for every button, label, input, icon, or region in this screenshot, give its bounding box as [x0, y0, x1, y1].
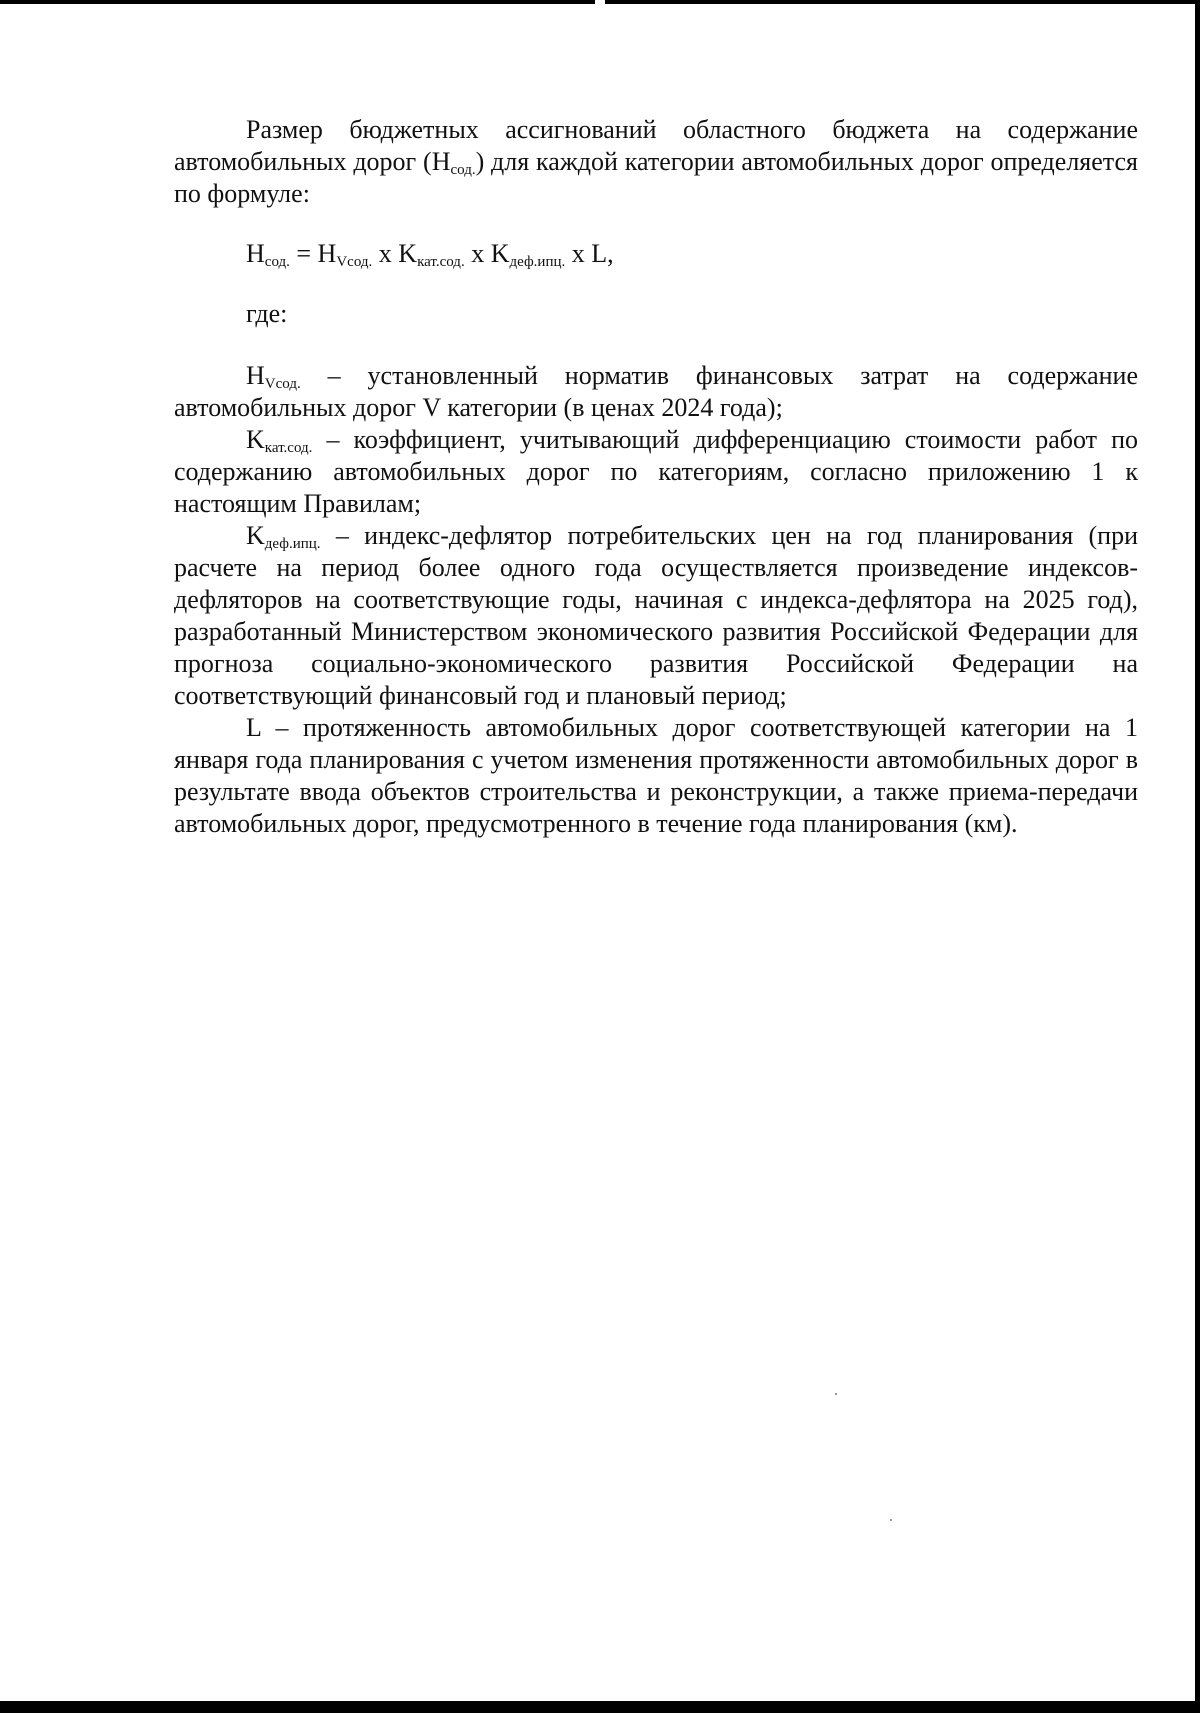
formula	[174, 238, 1138, 270]
where-label: где:	[246, 299, 288, 328]
document-body	[174, 114, 1138, 840]
definition-k-kat	[174, 424, 1138, 520]
formula-subscript: кат.сод.	[417, 254, 465, 270]
scan-border-top-left	[0, 0, 595, 4]
formula-symbol-h: Н	[246, 239, 265, 268]
scan-border-bottom	[0, 1701, 1200, 1713]
scan-speck	[835, 1393, 837, 1395]
formula-tail: x L,	[565, 239, 614, 268]
formula-subscript: Vсод.	[336, 254, 373, 270]
definition-hv	[174, 360, 1138, 424]
scan-border-right	[1195, 0, 1200, 1713]
intro-paragraph	[174, 114, 1138, 210]
intro-text-before: Размер бюджетных ассигнований областного бюджета на содержание автомобильных дорог (Н	[174, 115, 1138, 176]
scan-speck	[890, 1519, 892, 1521]
formula-multiply: x K	[372, 239, 418, 268]
formula-subscript: сод.	[264, 254, 290, 270]
formula-multiply: x K	[464, 239, 510, 268]
definition-symbol: Н	[246, 361, 265, 390]
definition-text: – коэффициент, учитывающий дифференциацию стоимости работ по содержанию автомобильных дорог по категориям, согласно приложению 1 к настоящим Правилам;	[174, 425, 1138, 518]
intro-subscript: сод.	[450, 162, 476, 178]
definition-subscript: Vсод.	[264, 376, 301, 392]
definition-k-def	[174, 520, 1138, 712]
definition-text: – индекс-дефлятор потребительских цен на год планирования (при расчете на период более одного года осуществляется произведение индексов-дефляторов на соответствующие годы, начиная с индекса-дефлятора на 2025 год), разработанный Министерством экономического развития Российской Федерации для прогноза социально-экономического развития Российской Федерации на соответствующий финансовый год и плановый период;	[174, 521, 1138, 710]
formula-subscript: деф.ипц.	[509, 254, 566, 270]
definition-symbol: K	[246, 521, 265, 550]
definition-text: – протяженность автомобильных дорог соответствующей категории на 1 января года планирования с учетом изменения протяженности автомобильных дорог в результате ввода объектов строительства и реконструкции, а также приема-передачи автомобильных дорог, предусмотренного в течение года планирования (км).	[174, 713, 1138, 838]
definition-l	[174, 712, 1138, 840]
definition-symbol: K	[246, 425, 265, 454]
definition-subscript: кат.сод.	[264, 440, 313, 456]
definition-text: – установленный норматив финансовых затрат на содержание автомобильных дорог V категории (в ценах 2024 года);	[174, 361, 1138, 422]
definition-subscript: деф.ипц.	[264, 536, 321, 552]
formula-equals: = Н	[289, 239, 337, 268]
definition-symbol: L	[246, 713, 261, 742]
intro-text-after: ) для каждой категории автомобильных дорог определяется по формуле:	[174, 147, 1138, 208]
scan-border-top-right	[605, 0, 1200, 4]
